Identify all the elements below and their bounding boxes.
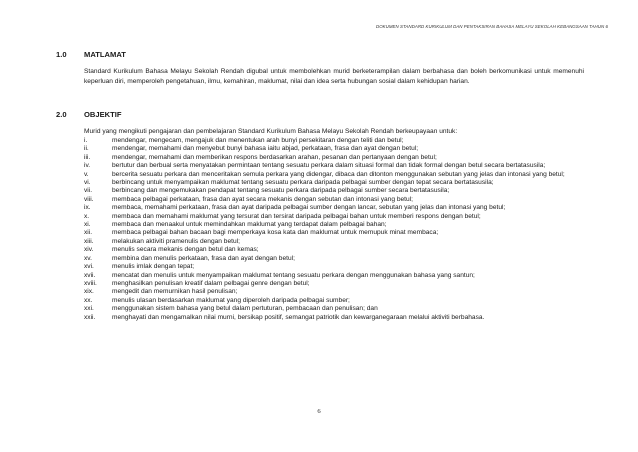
objective-item (84, 179, 586, 187)
page-number: 6 (317, 408, 321, 415)
objective-item (84, 204, 586, 212)
objective-item (84, 162, 586, 170)
objective-number: ii. (84, 145, 89, 153)
objective-text: melakukan aktiviti pramenulis dengan betul; (112, 237, 240, 245)
objective-number: xii. (84, 229, 93, 237)
objective-text: menulis secara mekanis dengan betul dan kemas; (112, 246, 259, 254)
objective-number: xi. (84, 221, 91, 229)
objective-item (84, 314, 586, 322)
section-1-title: MATLAMAT (84, 50, 126, 59)
objective-item (84, 288, 586, 296)
objective-number: xv. (84, 254, 92, 262)
objective-text: mendengar, memahami dan memberikan respons berdasarkan arahan, pesanan dan pertanyaan dengan betul; (112, 153, 437, 161)
objective-number: xxii. (84, 313, 96, 321)
objective-item (84, 154, 586, 162)
objective-text: membaca pelbagai bahan bacaan bagi memperkaya kosa kata dan maklumat untuk memupuk minat membaca; (112, 229, 439, 237)
objective-text: membaca pelbagai perkataan, frasa dan ayat secara mekanis dengan sebutan dan intonasi yang betul; (112, 195, 413, 203)
objective-item (84, 229, 586, 237)
objective-text: bercerita sesuatu perkara dan menceritakan semula perkara yang didengar, dibaca dan ditonton menggunakan sebutan yang jelas dan intonasi yang betul; (112, 170, 565, 178)
objective-number: x. (84, 212, 90, 220)
objective-item (84, 196, 586, 204)
objective-text: menghayati dan mengamalkan nilai murni, bersikap positif, semangat patriotik dan kewarganegaraan melalui aktiviti berbahasa. (112, 313, 485, 321)
objective-text: berbincang dan mengemukakan pendapat tentang sesuatu perkara daripada pelbagai sumber secara bertatasusila; (112, 187, 450, 195)
objective-item (84, 263, 586, 271)
objective-number: xix. (84, 288, 94, 296)
objective-item (84, 137, 586, 145)
objective-text: membaca, memahami perkataan, frasa dan ayat daripada pelbagai sumber dengan lancar, sebutan yang jelas dan intonasi yang betul; (112, 204, 506, 212)
objective-item (84, 255, 586, 263)
objective-item (84, 238, 586, 246)
section-2-number: 2.0 (56, 110, 67, 119)
objective-number: i. (84, 137, 88, 144)
objective-text: mencatat dan menulis untuk menyampaikan maklumat tentang sesuatu perkara dengan menggunakan bahasa yang santun; (112, 271, 475, 279)
objective-text: bertutur dan berbual serta menyatakan permintaan tentang sesuatu perkara dalam situasi formal dan tidak formal dengan betul secara bertatasusila; (112, 162, 546, 170)
objective-item (84, 305, 586, 313)
objective-item (84, 187, 586, 195)
objective-item (84, 297, 586, 305)
objective-number: ix. (84, 204, 91, 212)
objective-number: xviii. (84, 279, 97, 287)
objective-item (84, 280, 586, 288)
objective-item (84, 213, 586, 221)
objective-item (84, 272, 586, 280)
section-2-title: OBJEKTIF (84, 110, 122, 119)
section-1-paragraph: Standard Kurikulum Bahasa Melayu Sekolah Rendah digubal untuk membolehkan murid berketerampilan dalam berbahasa dan boleh berkomunikasi untuk memenuhi keperluan diri, memperoleh pengetahuan, ilmu, kemahiran, maklumat, nilai dan idea serta hubungan sosial dalam kehidupan harian. (84, 68, 584, 85)
objective-text: menghasilkan penulisan kreatif dalam pelbagai genre dengan betul; (112, 279, 310, 287)
objective-item (84, 145, 586, 153)
objectives-list (84, 137, 586, 322)
objective-text: membina dan menulis perkataan, frasa dan ayat dengan betul; (112, 254, 295, 262)
objective-item (84, 221, 586, 229)
objective-text: menggunakan sistem bahasa yang betul dalam pertuturan, pembacaan dan penulisan; dan (112, 305, 378, 313)
objective-number: vi. (84, 179, 91, 187)
objective-text: membaca dan menaakul untuk memindahkan maklumat yang terdapat dalam pelbagai bahan; (112, 221, 387, 229)
objective-number: vii. (84, 187, 93, 195)
objective-number: xx. (84, 296, 93, 304)
objective-text: mendengar, mengecam, mengajuk dan menentukan arah bunyi persekitaran dengan teliti dan betul; (112, 137, 404, 144)
objective-text: berbincang untuk menyampaikan maklumat tentang sesuatu perkara daripada pelbagai sumber dengan tepat secara bertatasusila; (112, 179, 494, 187)
objective-number: viii. (84, 195, 94, 203)
objective-number: xiv. (84, 246, 94, 254)
objective-item (84, 171, 586, 179)
running-header: DOKUMEN STANDARD KURIKULUM DAN PENTAKSIRAN BAHASA MELAYU SEKOLAH KEBANGSAAN TAHUN 6 (375, 24, 608, 29)
objective-item (84, 246, 586, 254)
objective-number: xvi. (84, 263, 94, 271)
objective-number: v. (84, 170, 89, 178)
objective-number: iii. (84, 153, 91, 161)
objective-text: membaca dan memahami maklumat yang tersurat dan tersirat daripada pelbagai bahan untuk memberi respons dengan betul; (112, 212, 481, 220)
objective-text: menulis ulasan berdasarkan maklumat yang diperoleh daripada pelbagai sumber; (112, 296, 350, 304)
objective-text: mengedit dan memurnikan hasil penulisan; (112, 288, 238, 296)
section-2-intro: Murid yang mengikuti pengajaran dan pembelajaran Standard Kurikulum Bahasa Melayu Sekolah Rendah berkeupayaan untuk: (84, 128, 458, 135)
section-1-number: 1.0 (56, 50, 67, 59)
objective-number: xiii. (84, 237, 94, 245)
objective-number: xxi. (84, 305, 94, 313)
objective-text: menulis imlak dengan tepat; (112, 263, 195, 271)
objective-number: xvii. (84, 271, 96, 279)
objective-text: mendengar, memahami dan menyebut bunyi bahasa iaitu abjad, perkataan, frasa dan ayat dengan betul; (112, 145, 419, 153)
objective-number: iv. (84, 162, 91, 170)
